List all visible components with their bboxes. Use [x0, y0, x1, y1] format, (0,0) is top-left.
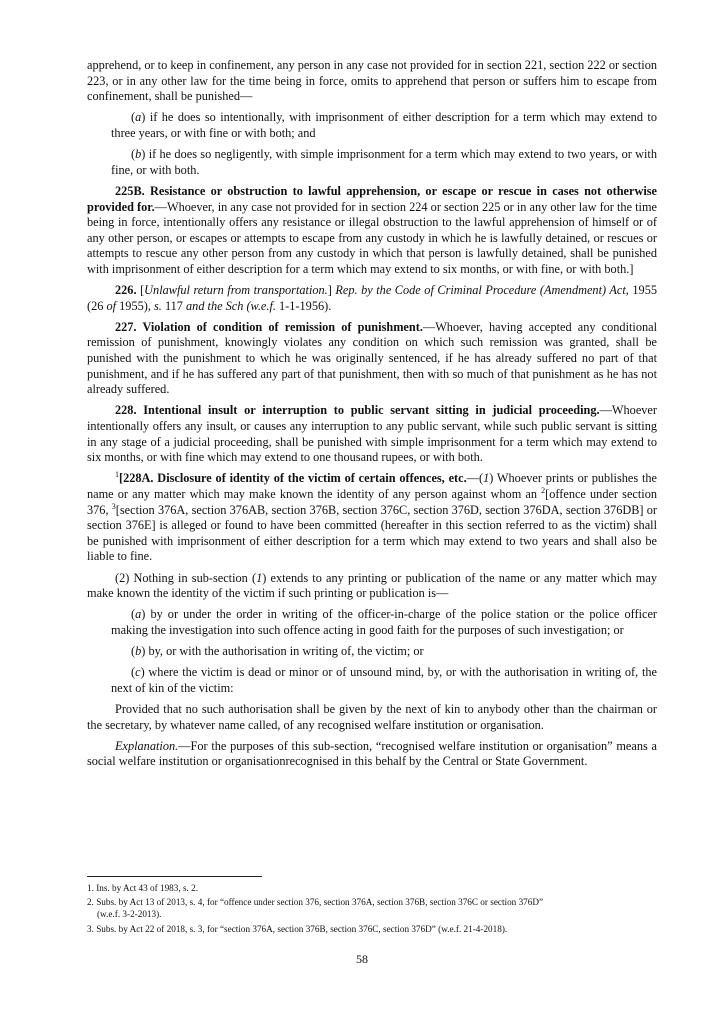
subsection-2 [87, 571, 657, 602]
repeal-note-part: and the Sch (w.e.f. [186, 298, 276, 313]
section-text: —Whoever intentionally offers any insult, or causes any interruption to any public servant, while such public servant is sitting in any stage of a judicial proceeding, shall be punished with simple imprisonment for a term which may extend to six months, or with fine which may extend to one thousand rupees, or with both. [87, 403, 657, 465]
footnotes [87, 882, 657, 937]
repeal-note-part: s. [153, 298, 162, 313]
paragraph-continuation: apprehend, or to keep in confinement, any person in any case not provided for in section 221, section 222 or section 223, or in any other law for the time being in force, omits to apprehend that person or suffers him to escape from confinement, shall be punished— [87, 58, 657, 104]
explanation-text: —For the purposes of this sub-section, “recognised welfare institution or organisation” means a social welfare institution or organisationrecognised in this behalf by the Central or State Government. [87, 738, 657, 769]
section-text: —Whoever, having accepted any conditional remission of punishment, knowingly violates any condition on which such remission was granted, shall be punished with the punishment to which he was originally sentenced, if he has already suffered no part of that punishment, and if he has suffered any part of that punishment, then with so much of that punishment as he has not already suffered. [87, 319, 657, 397]
section-number: 226. [115, 283, 137, 298]
repeal-note-part: 1-1-1956). [279, 298, 332, 313]
section-text: —Whoever, in any case not provided for in section 224 or section 225 or in any other law for the time being in force, intentionally offers any resistance or illegal obstruction to the lawful apprehension of himself or of any other person, or escapes or attempts to escape from any custody in which he is lawfully detained, or rescues or attempts to rescue any other person from any custody in which that person is lawfully detained, shall be punished with imprisonment of either description for a term which may extend to six months, or with fine, or with both.] [87, 199, 657, 276]
footnote-ref: 2 [541, 485, 546, 495]
explanation [87, 739, 657, 770]
section-text: [section 376A, section 376AB, section 376B, section 376C, section 376D, section 376DA, section 376DB] or section 376E] is alleged or found to have been committed (hereafter in this section referred to as the victim) shall be punished with imprisonment of either description for a term which may extend to two years and shall also be liable to fine. [87, 502, 657, 564]
clause-b: (b) if he does so negligently, with simple imprisonment for a term which may extend to two years, or with fine, or with both. [111, 147, 657, 177]
clause-text: if he does so intentionally, with imprisonment of either description for a term which may extend to three years, or with fine or with both; and [111, 110, 657, 140]
proviso: Provided that no such authorisation shall be given by the next of kin to anybody other than the chairman or the secretary, by whatever name called, of any recognised welfare institution or organisation. [87, 702, 657, 732]
section-225b [87, 184, 657, 278]
clause-2a: (a) by or under the order in writing of the officer-in-charge of the police station or the police officer making the investigation into such offence acting in good faith for the purposes of such investigation; or [111, 607, 657, 637]
clause-text: by or under the order in writing of the officer-in-charge of the police station or the police officer making the investigation into such offence acting in good faith for the purposes of such investigation; or [111, 607, 657, 637]
subsection-text: (2) Nothing in sub-section ( [115, 570, 257, 585]
bracket: ] [327, 283, 332, 298]
section-text: ) Whoever prints or publishes the name or any matter which may make known the identity of any person against whom an [87, 471, 657, 501]
footnote-1: 1. Ins. by Act 43 of 1983, s. 2. [87, 883, 199, 893]
section-text: —( [466, 471, 484, 486]
footnote-ref: 3 [111, 501, 116, 511]
section-228a [87, 471, 657, 565]
document-body [87, 58, 657, 776]
footnote-2: 2. Subs. by Act 13 of 2013, s. 4, for “offence under section 376, section 376A, section 376B, section 376C or section 376D” [87, 897, 544, 908]
page-number: 58 [356, 952, 368, 966]
subsection-number: 1 [256, 570, 263, 585]
repeal-note-part: 1955 (26 [87, 283, 657, 313]
subsection-text: ) extends to any printing or publication of the name or any matter which may make known the identity of the victim if such printing or publication is— [87, 570, 657, 601]
footnote-divider [87, 876, 262, 877]
bracket: [ [140, 283, 145, 298]
repeal-note-part: 117 [164, 298, 183, 313]
clause-text: if he does so negligently, with simple imprisonment for a term which may extend to two years, or with fine, or with both. [111, 147, 657, 177]
section-heading: 225B. Resistance or obstruction to lawful apprehension, or escape or rescue in cases not otherwise provided for. [87, 183, 657, 214]
clause-marker: a [135, 607, 142, 622]
section-heading: 228. Intentional insult or interruption to public servant sitting in judicial proceeding. [115, 403, 600, 418]
clause-marker: a [135, 110, 142, 125]
clause-marker: b [135, 147, 142, 162]
explanation-label: Explanation. [115, 738, 179, 753]
repealed-title: Unlawful return from transportation. [144, 283, 328, 298]
subsection-number: 1 [483, 471, 490, 486]
section-226 [87, 283, 657, 314]
clause-text: by, or with the authorisation in writing of, the victim; or [148, 644, 424, 659]
section-heading: 227. Violation of condition of remission of punishment. [115, 319, 423, 334]
footnote-ref: 1 [115, 470, 119, 480]
clause-marker: b [135, 644, 142, 659]
repeal-note: Rep. by the Code of Criminal Procedure (Amendment) Act, [335, 283, 629, 298]
clause-2b: (b) by, or with the authorisation in writing of, the victim; or [131, 644, 424, 659]
clause-marker: c [135, 665, 141, 680]
repeal-note-part: of [106, 298, 117, 313]
section-heading: [228A. Disclosure of identity of the victim of certain offences, etc. [119, 471, 467, 486]
clause-a: (a) if he does so intentionally, with imprisonment of either description for a term which may extend to three years, or with fine or with both; and [111, 110, 657, 140]
repeal-note-part: 1955), [119, 298, 151, 313]
clause-2c: (c) where the victim is dead or minor or of unsound mind, by, or with the authorisation in writing of, the next of kin of the victim: [111, 665, 657, 695]
section-228 [87, 403, 657, 465]
section-text: [offence under section 376, [87, 487, 657, 517]
footnote-3: 3. Subs. by Act 22 of 2018, s. 3, for “section 376A, section 376B, section 376C, section 376D” (w.e.f. 21-4-2018). [87, 923, 508, 934]
footnote-2-continued: (w.e.f. 3-2-2013). [97, 909, 162, 920]
section-227 [87, 320, 657, 398]
clause-text: where the victim is dead or minor or of unsound mind, by, or with the authorisation in writing of, the next of kin of the victim: [111, 665, 657, 695]
